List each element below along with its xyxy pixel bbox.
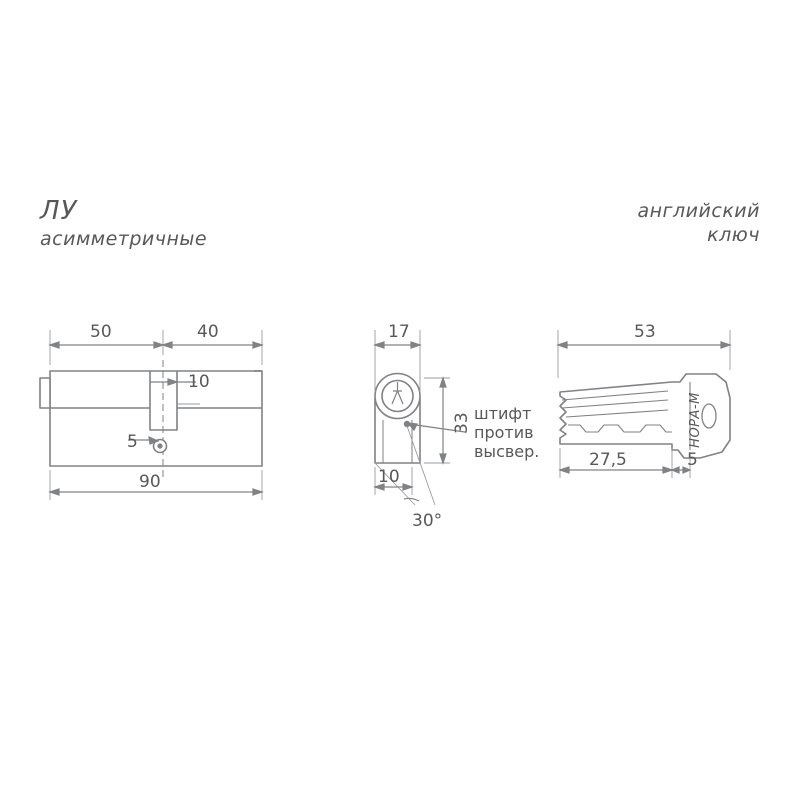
dim-key-53: 53 xyxy=(634,322,656,342)
anti-drill-note-line1: штифт xyxy=(474,404,532,423)
dim-key-5: 5 xyxy=(687,450,698,470)
dim-side-90: 90 xyxy=(139,472,161,492)
dim-side-5: 5 xyxy=(127,432,138,452)
heading-left-line2: асимметричные xyxy=(40,228,208,250)
dim-front-33: 33 xyxy=(452,412,472,434)
dim-front-angle-30: 30° xyxy=(412,511,443,531)
dim-key-27-5: 27,5 xyxy=(589,450,627,470)
heading-right-line1: английский xyxy=(637,200,760,222)
dim-front-17: 17 xyxy=(388,322,410,342)
dim-side-50: 50 xyxy=(90,322,112,342)
dim-side-40: 40 xyxy=(197,322,219,342)
key-brand-text: НОРА-М xyxy=(688,392,703,448)
anti-drill-note-line3: высвер. xyxy=(474,442,540,461)
heading-right-line2: ключ xyxy=(707,224,760,246)
anti-drill-note-line2: против xyxy=(474,423,534,442)
dim-side-10: 10 xyxy=(188,372,210,392)
dim-front-10: 10 xyxy=(378,467,400,487)
heading-left-line1: ЛУ xyxy=(40,196,78,226)
